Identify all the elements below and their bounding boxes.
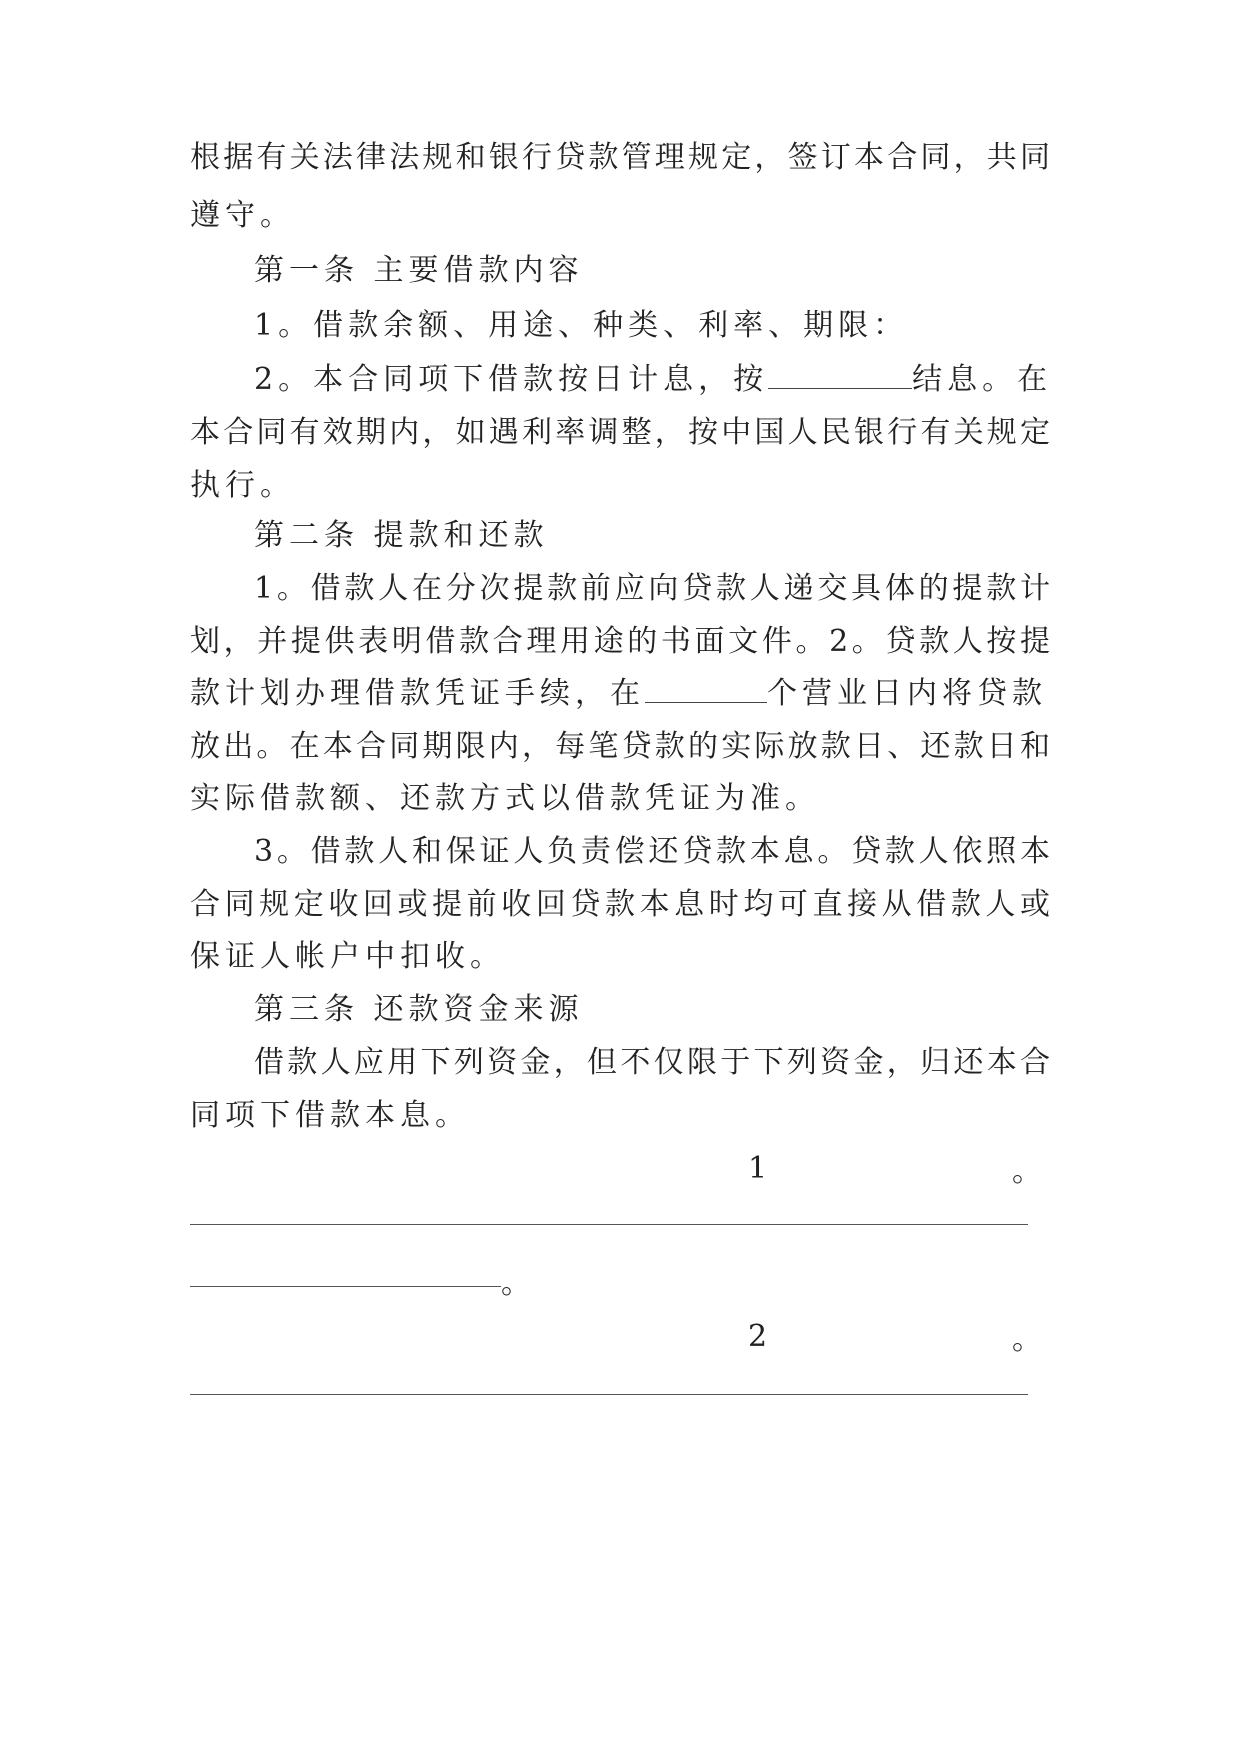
- fill-line: [190, 1394, 1028, 1395]
- paragraph-line: [190, 674, 1050, 714]
- article-1-heading: 第一条 主要借款内容: [254, 253, 584, 288]
- paragraph-line: 保证人帐户中扣收。: [190, 939, 505, 974]
- paragraph-line: 遵守。: [190, 198, 295, 233]
- paragraph-line: 合同规定收回或提前收回贷款本息时均可直接从借款人或: [190, 887, 1050, 922]
- paragraph-line: 实际借款额、还款方式以借款凭证为准。: [190, 781, 820, 816]
- paragraph-line: [254, 360, 1053, 400]
- text-segment: 款计划办理借款凭证手续，在: [190, 676, 645, 711]
- text-segment: 2。本合同项下借款按日计息，按: [254, 362, 769, 397]
- fill-line: [190, 1286, 501, 1287]
- paragraph-line: 同项下借款本息。: [190, 1098, 470, 1133]
- item-1-number: 1: [748, 1151, 768, 1186]
- text-segment: 结息。在: [912, 362, 1053, 397]
- paragraph-line: 执行。: [190, 468, 295, 503]
- item-1-tail-period: 。: [501, 1266, 531, 1301]
- article-3-heading: 第三条 还款资金来源: [254, 992, 584, 1027]
- paragraph-line: 1。借款余额、用途、种类、利率、期限：: [254, 308, 909, 343]
- fill-blank: [645, 674, 767, 703]
- paragraph-line: 放出。在本合同期限内，每笔贷款的实际放款日、还款日和: [190, 729, 1050, 764]
- item-1-period: 。: [1012, 1154, 1042, 1189]
- paragraph-line: 根据有关法律法规和银行贷款管理规定，签订本合同，共同: [190, 140, 1050, 175]
- paragraph-line: 本合同有效期内，如遇利率调整，按中国人民银行有关规定: [190, 415, 1050, 450]
- fill-line: [190, 1224, 1028, 1225]
- article-2-heading: 第二条 提款和还款: [254, 518, 549, 553]
- paragraph-line: 3。借款人和保证人负责偿还贷款本息。贷款人依照本: [254, 834, 1050, 869]
- paragraph-line: 1。借款人在分次提款前应向贷款人递交具体的提款计: [254, 571, 1050, 606]
- text-segment: 个营业日内将贷款: [767, 676, 1047, 711]
- paragraph-line: 划，并提供表明借款合理用途的书面文件。2。贷款人按提: [190, 624, 1050, 659]
- item-2-period: 。: [1012, 1322, 1042, 1357]
- paragraph-line: 借款人应用下列资金，但不仅限于下列资金，归还本合: [254, 1045, 1050, 1080]
- fill-blank: [768, 360, 912, 389]
- item-2-number: 2: [748, 1319, 768, 1354]
